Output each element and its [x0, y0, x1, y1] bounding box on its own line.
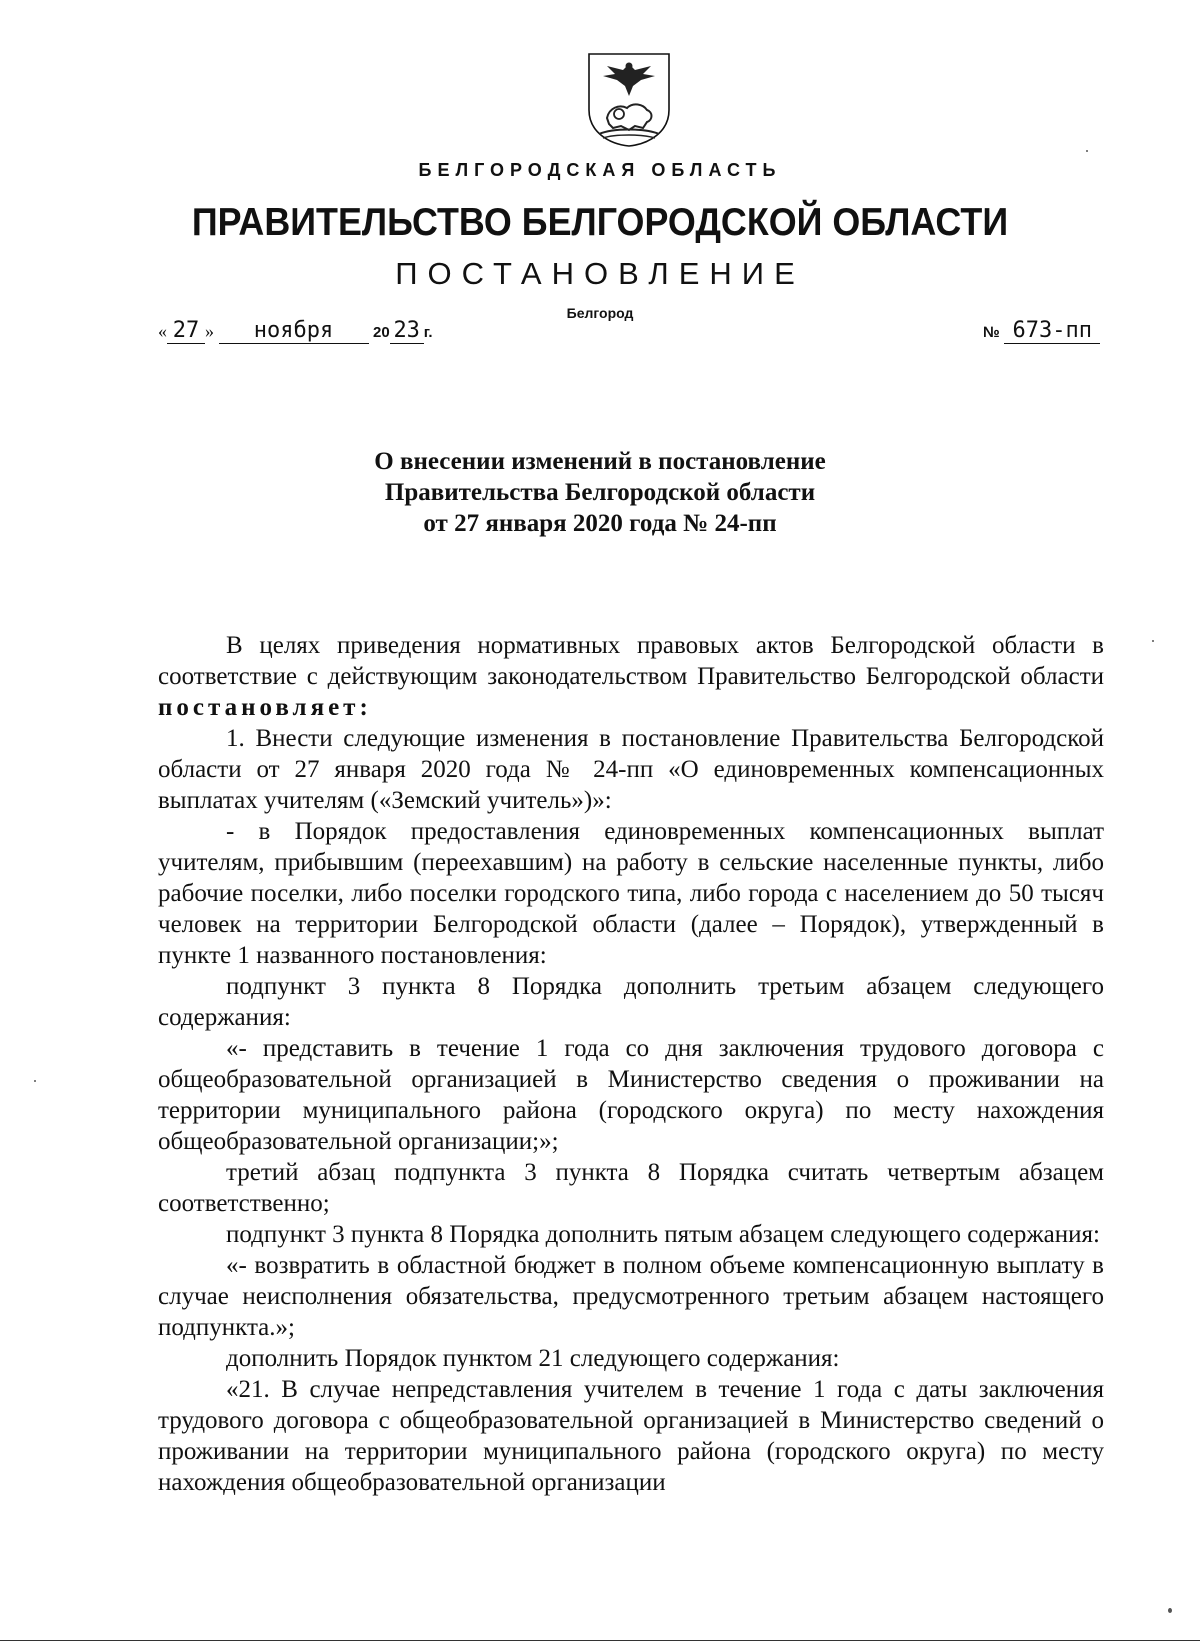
document-date	[158, 318, 433, 344]
date-year: 23	[390, 318, 424, 344]
body-paragraph	[158, 630, 1104, 723]
date-year-suffix: г.	[423, 324, 433, 341]
date-close-quote: »	[205, 321, 214, 341]
title-line: Правительства Белгородской области	[384, 479, 816, 506]
body-paragraph: «- представить в течение 1 года со дня заключения трудового договора с общеобразовательной организацией в Министерство сведения о проживании на территории муниципального района (городского округа) по месту нахождения общеобразовательной организации;»;	[158, 1035, 1104, 1155]
document-number	[983, 318, 1100, 344]
body-paragraph: - в Порядок предоставления единовременных компенсационных выплат учителям, прибывшим (переехавшим) на работу в сельские населенные пункты, либо рабочие поселки, либо поселки городского типа, либо города с населением до 50 тысяч человек на территории Белгородской области (далее – Порядок), утвержденный в пункте 1 названного постановления:	[158, 818, 1104, 969]
body-paragraph: дополнить Порядок пунктом 21 следующего содержания:	[226, 1345, 840, 1372]
date-month: ноября	[219, 318, 369, 344]
body-paragraph: подпункт 3 пункта 8 Порядка дополнить третьим абзацем следующего содержания:	[158, 973, 1104, 1031]
scan-speck	[1086, 150, 1088, 152]
document-body	[158, 630, 1104, 1498]
page-bottom-edge	[0, 1640, 1200, 1641]
body-paragraph: «21. В случае непредставления учителем в течение 1 года с даты заключения трудового договора с общеобразовательной организацией в Министерство сведений о проживании на территории муниципального района (городского округа) по месту нахождения общеобразовательной организации	[158, 1376, 1104, 1496]
scan-speck	[34, 1080, 36, 1082]
scan-speck	[1152, 640, 1154, 642]
region-name: БЕЛГОРОДСКАЯ ОБЛАСТЬ	[418, 160, 782, 180]
number-value: 673-пп	[1004, 318, 1100, 344]
city-name: Белгород	[566, 305, 634, 321]
document-title	[0, 446, 1200, 539]
coat-of-arms-icon	[585, 52, 673, 148]
body-paragraph: «- возвратить в областной бюджет в полном объеме компенсационную выплату в случае неисполнения обязательства, предусмотренного третьим абзацем настоящего подпункта.»;	[158, 1252, 1104, 1341]
body-paragraph: третий абзац подпункта 3 пункта 8 Порядка считать четвертым абзацем соответственно;	[158, 1159, 1104, 1217]
date-open-quote: «	[158, 321, 167, 341]
resolution-keyword: постановляет:	[158, 694, 372, 721]
body-paragraph: подпункт 3 пункта 8 Порядка дополнить пятым абзацем следующего содержания:	[226, 1221, 1100, 1248]
government-name: ПРАВИТЕЛЬСТВО БЕЛГОРОДСКОЙ ОБЛАСТИ	[191, 201, 1009, 244]
date-day: 27	[167, 318, 205, 344]
number-sign: №	[983, 324, 1000, 341]
title-line: от 27 января 2020 года № 24-пп	[423, 510, 777, 537]
body-paragraph: 1. Внести следующие изменения в постановление Правительства Белгородской области от 27 января 2020 года № 24-пп «О единовременных компенсационных выплатах учителям («Земский учитель»)»:	[158, 725, 1104, 814]
date-century: 20	[373, 324, 390, 341]
paragraph-text: В целях приведения нормативных правовых актов Белгородской области в соответствие с действующим законодательством Правительство Белгородской области	[158, 632, 1104, 690]
scan-speck	[1168, 1608, 1172, 1613]
document-type: ПОСТАНОВЛЕНИЕ	[395, 256, 805, 291]
title-line: О внесении изменений в постановление	[374, 448, 826, 475]
